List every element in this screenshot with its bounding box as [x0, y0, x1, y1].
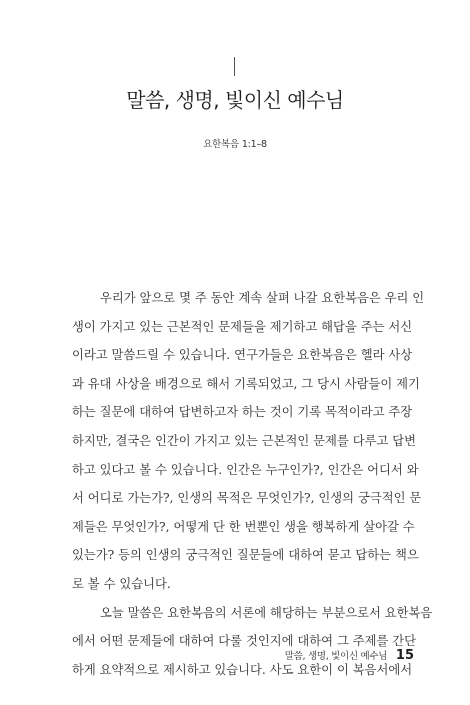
body-line: 이라고 말씀드릴 수 있습니다. 연구가들은 요한복음은 헬라 사상: [72, 348, 413, 363]
body-line: 하지만, 결국은 인간이 가지고 있는 근본적인 문제를 다루고 답변: [72, 433, 417, 448]
body-line: 과 유대 사상을 배경으로 해서 기록되었고, 그 당시 사람들이 제기: [72, 376, 420, 391]
top-divider-rule: [234, 57, 235, 76]
page-number: 15: [395, 648, 414, 663]
body-line: 하게 요약적으로 제시하고 있습니다. 사도 요한이 이 복음서에서: [72, 662, 413, 677]
body-line: 서 어디로 가는가?, 인생의 목적은 무엇인가?, 인생의 궁극적인 문: [72, 491, 422, 506]
body-text: [72, 284, 433, 684]
body-line: 하고 있다고 볼 수 있습니다. 인간은 누구인가?, 인간은 어디서 와: [72, 462, 419, 477]
page-footer: [285, 648, 414, 663]
body-line: 생이 가지고 있는 근본적인 문제들을 제기하고 해답을 주는 서신: [72, 319, 413, 334]
body-line: 제들은 무엇인가?, 어떻게 단 한 번뿐인 생을 행복하게 살아갈 수: [72, 519, 415, 534]
body-line: 에서 어떤 문제들에 대하여 다룰 것인지에 대하여 그 주제를 간단: [72, 634, 417, 649]
running-title: 말씀, 생명, 빛이신 예수님: [284, 651, 388, 662]
body-line: 하는 질문에 대하여 답변하고자 하는 것이 기록 목적이라고 주장: [72, 405, 413, 420]
chapter-title: 말씀, 생명, 빛이신 예수님: [126, 88, 344, 112]
scripture-reference: 요한복음 1:1–8: [203, 139, 267, 150]
body-line: 우리가 앞으로 몇 주 동안 계속 살펴 나갈 요한복음은 우리 인: [100, 291, 425, 305]
body-line: 있는가? 등의 인생의 궁극적인 질문들에 대하여 묻고 답하는 책으: [72, 548, 419, 563]
body-line: 로 볼 수 있습니다.: [72, 576, 171, 591]
body-line: 오늘 말씀은 요한복음의 서론에 해당하는 부분으로서 요한복음: [100, 605, 433, 620]
